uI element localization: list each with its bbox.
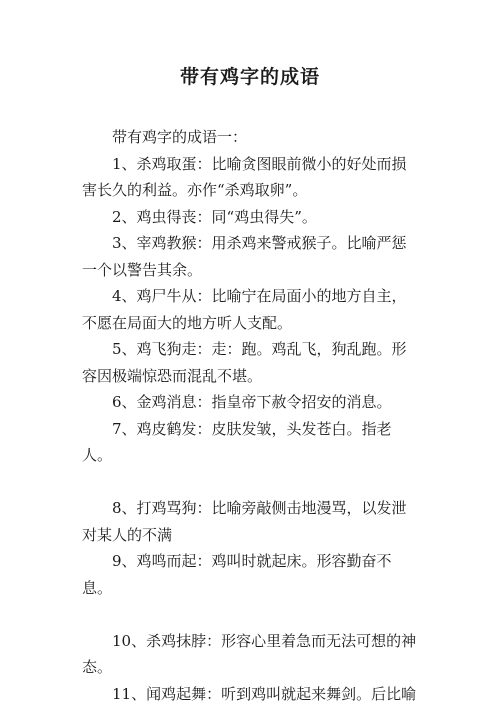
- list-item: 5、鸡飞狗走：走：跑。鸡乱飞，狗乱跑。形容因极端惊恐而混乱不堪。: [82, 340, 407, 385]
- list-item: 4、鸡尸牛从：比喻宁在局面小的地方自主，不愿在局面大的地方听人支配。: [82, 287, 407, 332]
- section-heading: 带有鸡字的成语一：: [112, 128, 248, 146]
- list-item: 11、闻鸡起舞：听到鸡叫就起来舞剑。后比喻: [112, 684, 417, 703]
- list-item: 6、金鸡消息：指皇帝下赦令招安的消息。: [112, 393, 392, 411]
- blank-line: [82, 469, 420, 496]
- list-item: 8、打鸡骂狗：比喻旁敲侧击地漫骂，以发泄对某人的不满: [82, 499, 407, 544]
- document-body: [82, 124, 420, 707]
- blank-line: [82, 601, 420, 628]
- page-title: 带有鸡字的成语: [179, 66, 320, 88]
- list-item: 2、鸡虫得丧：同“鸡虫得失”。: [112, 207, 317, 226]
- list-item: 1、杀鸡取蛋：比喻贪图眼前微小的好处而损害长久的利益。亦作“杀鸡取卵”。: [82, 154, 407, 199]
- list-item: 3、宰鸡教猴：用杀鸡来警戒猴子。比喻严惩一个以警告其余。: [82, 234, 407, 279]
- list-item: 9、鸡鸣而起：鸡叫时就起床。形容勤奋不息。: [82, 552, 392, 597]
- list-item: 10、杀鸡抹脖：形容心里着急而无法可想的神态。: [82, 631, 417, 676]
- list-item: 7、鸡皮鹤发：皮肤发皱，头发苍白。指老人。: [82, 419, 392, 464]
